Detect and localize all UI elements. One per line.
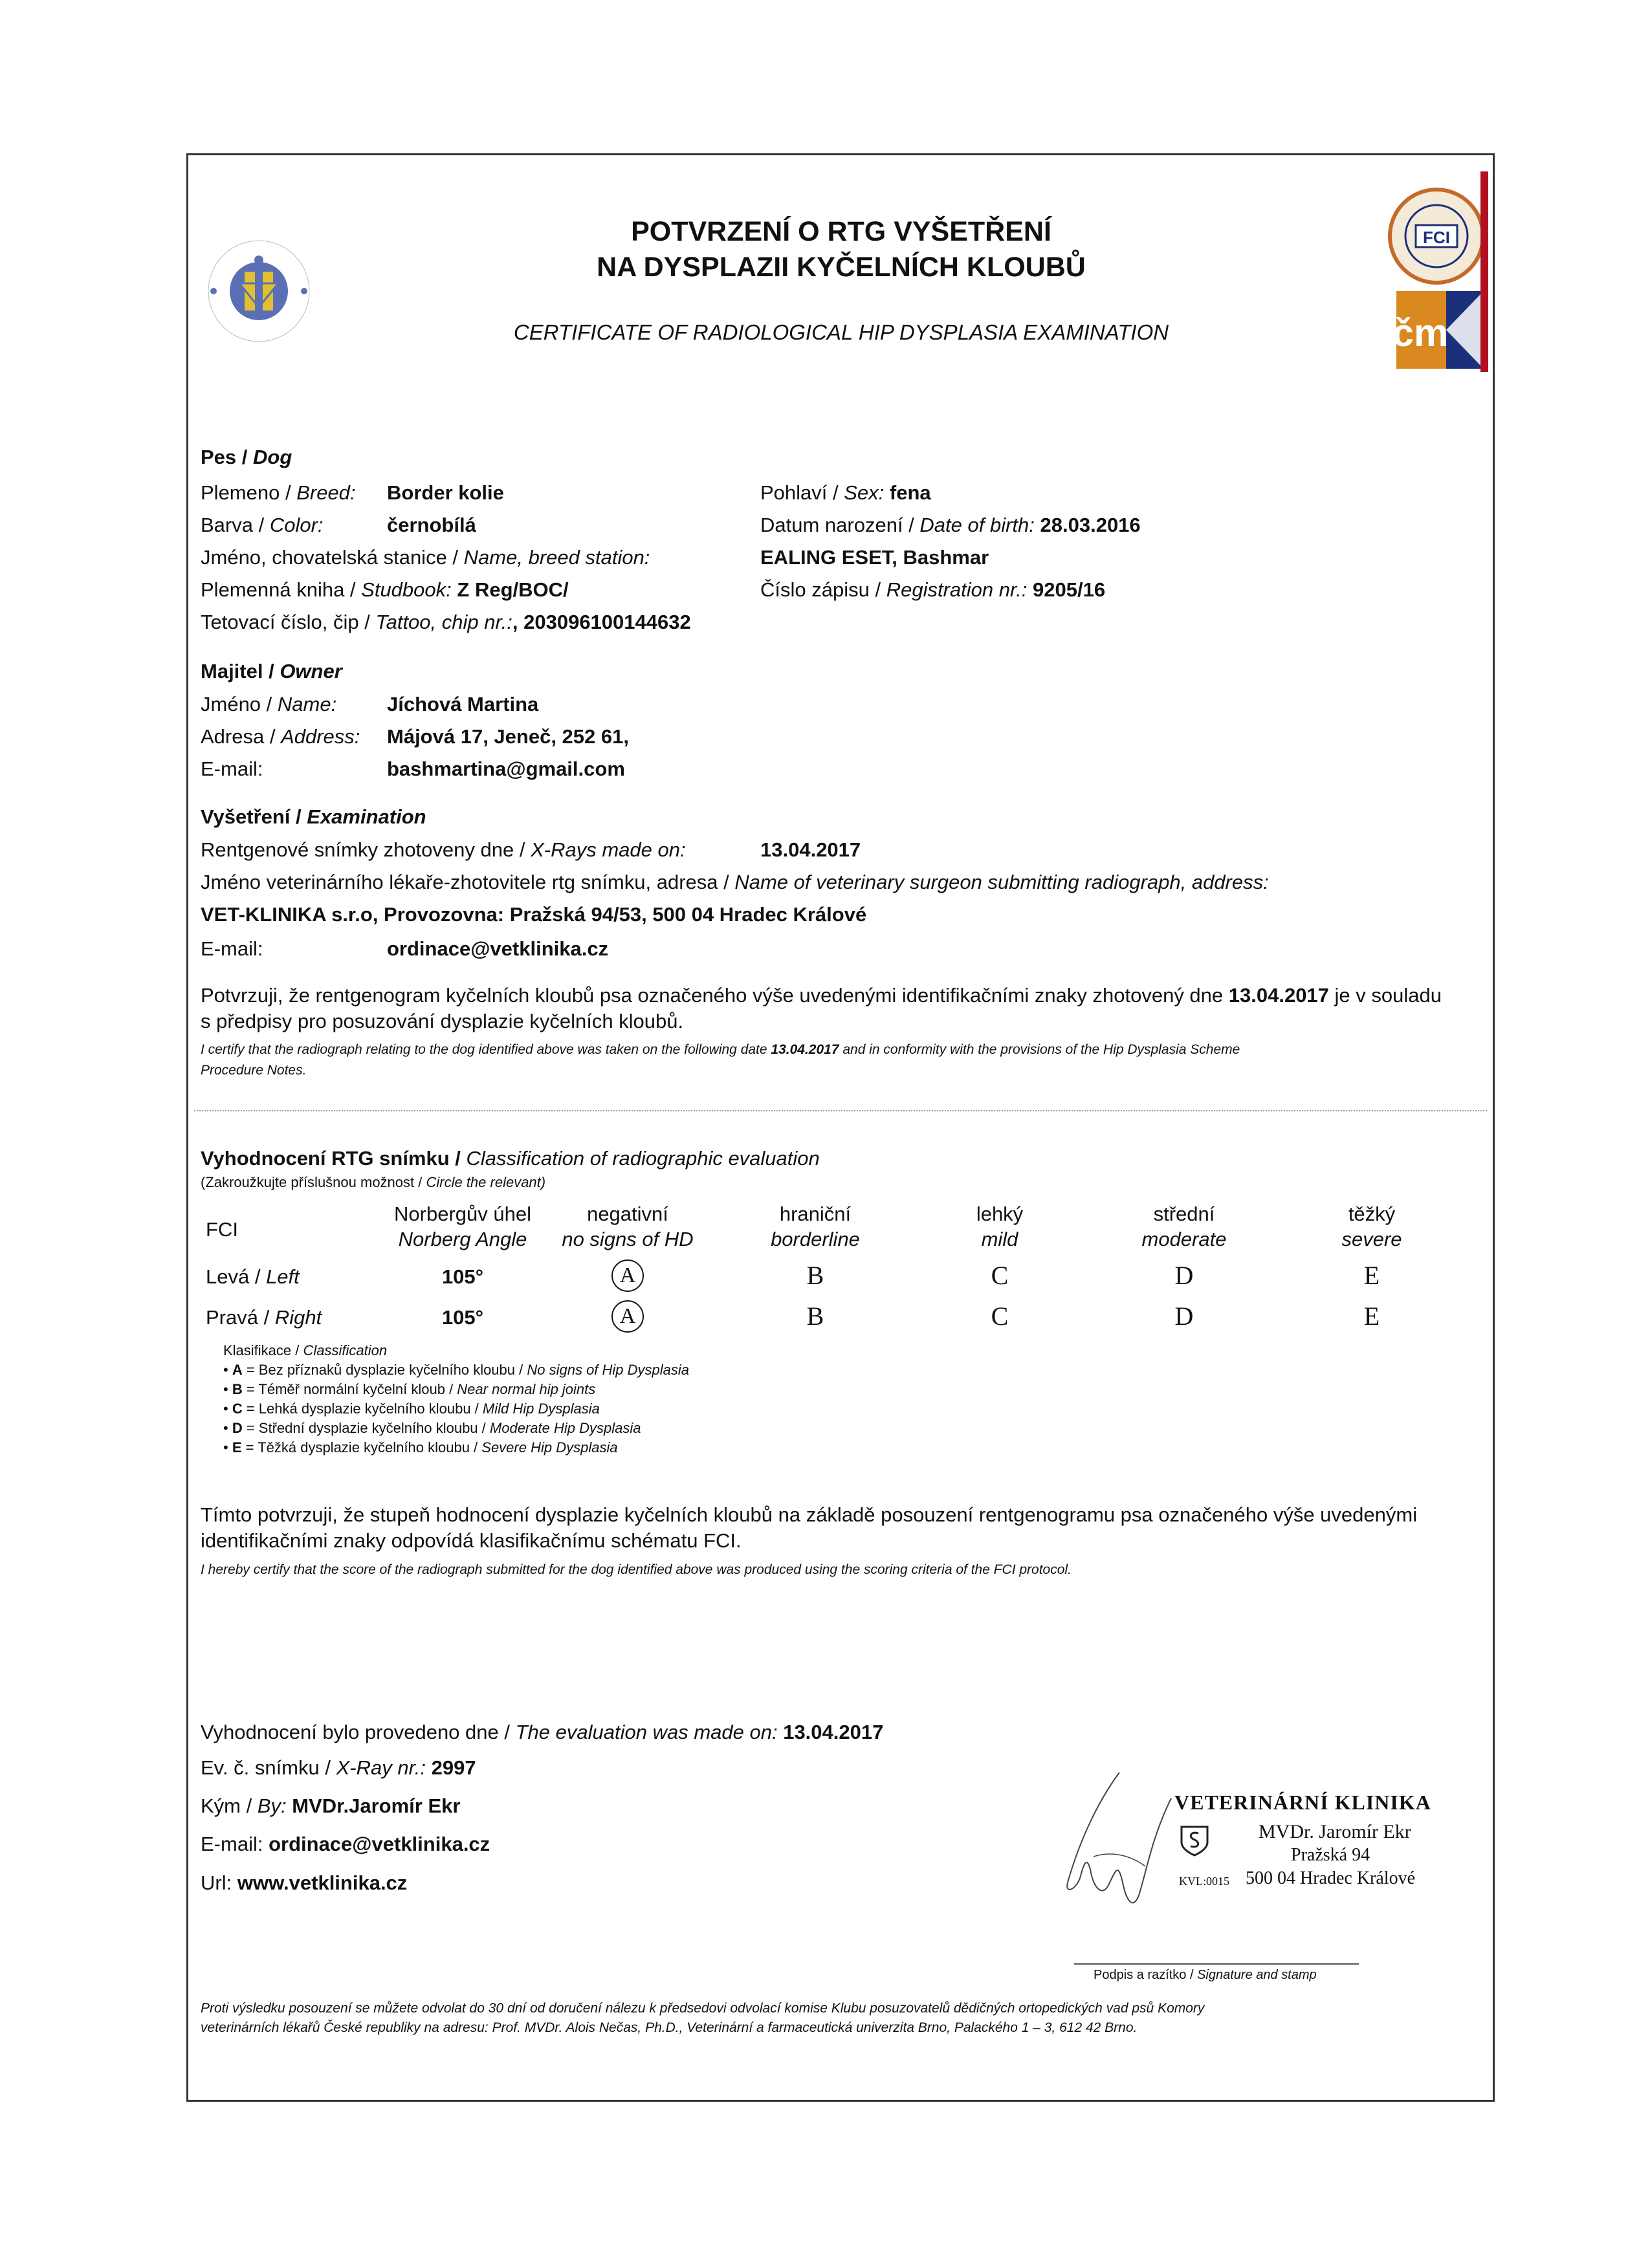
stamp-kvl: KVL:0015 [1179, 1875, 1229, 1888]
title-line-2: NA DYSPLAZII KYČELNÍCH KLOUBŮ [597, 252, 1086, 283]
signature-icon [1042, 1760, 1191, 1928]
footer-email-row: E-mail: ordinace@vetklinika.cz [201, 1833, 490, 1855]
col-negative-en: no signs of HD [562, 1228, 694, 1250]
stamp-vet-name: MVDr. Jaromír Ekr [1259, 1821, 1411, 1842]
col-mild-cz: lehký [976, 1203, 1024, 1225]
fci-cmku-logo-icon [1385, 168, 1498, 375]
xray-date-value: 13.04.2017 [760, 838, 861, 861]
right-angle-value: 105° [441, 1306, 484, 1329]
left-grade-c: C [991, 1261, 1009, 1290]
col-borderline-en: borderline [771, 1228, 860, 1250]
right-grade-e: E [1363, 1302, 1380, 1331]
breed-value: Border kolie [387, 481, 504, 504]
evaluation-confirm-cz-1: Tímto potvrzuji, že stupeň hodnocení dysplazie kyčelních kloubů na základě posouzení rentgenogramu psa označeného výše uvedenými [201, 1503, 1418, 1526]
fci-logo-text: FCI [1423, 228, 1450, 247]
signature-label: Podpis a razítko / Signature and stamp [1094, 1968, 1317, 1982]
exam-confirm-en-2: Procedure Notes. [201, 1063, 307, 1078]
appeal-notice-1: Proti výsledku posouzení se můžete odvolat do 30 dní od doručení nálezu k předsedovi odvolací komise Klubu posuzovatelů dědičných ortopedických vad psů Komory [201, 2001, 1205, 2016]
exam-confirm-cz-1: Potvrzuji, že rentgenogram kyčelních kloubů psa označeného výše uvedenými identifikačními znaky zhotovený dne 13.04.2017 je v souladu [201, 984, 1442, 1007]
exam-confirm-en-1: I certify that the radiograph relating to the dog identified above was taken on the following date 13.04.2017 and in conformity with the provisions of the Hip Dysplasia Scheme [201, 1042, 1240, 1057]
vet-value: VET-KLINIKA s.r.o, Provozovna: Pražská 94/53, 500 04 Hradec Králové [201, 903, 867, 926]
sex-row: Pohlaví / Sex: fena [760, 481, 931, 504]
left-grade-d: D [1174, 1261, 1194, 1290]
exam-email-label: E-mail: [201, 937, 263, 960]
owner-email-label: E-mail: [201, 758, 263, 780]
left-grade-a: A [602, 1258, 654, 1292]
evaluation-date-row: Vyhodnocení bylo provedeno dne / The evaluation was made on: 13.04.2017 [201, 1721, 884, 1743]
norberg-angle-en: Norberg Angle [398, 1228, 527, 1250]
evaluation-section-title: Vyhodnocení RTG snímku / Classification of radiographic evaluation [201, 1147, 820, 1170]
club-logo-icon [194, 226, 324, 356]
legend-item: • D = Střední dysplazie kyčelního kloubu / Moderate Hip Dysplasia [223, 1420, 641, 1436]
col-severe-en: severe [1341, 1228, 1402, 1250]
col-mild-en: mild [981, 1228, 1018, 1250]
left-grade-b: B [806, 1261, 824, 1290]
left-angle-value: 105° [441, 1265, 484, 1288]
stamp-emblem-icon [1179, 1824, 1210, 1857]
appeal-notice-2: veterinárních lékařů České republiky na adresu: Prof. MVDr. Alois Nečas, Ph.D., Veterinární a farmaceutická univerzita Brno, Palackého 1 – 3, 612 42 Brno. [201, 2020, 1138, 2035]
left-row-label: Levá / Left [206, 1265, 300, 1288]
color-value: černobílá [387, 514, 476, 536]
subtitle: CERTIFICATE OF RADIOLOGICAL HIP DYSPLASIA EXAMINATION [513, 320, 1169, 344]
xray-date-label: Rentgenové snímky zhotoveny dne / X-Rays made on: [201, 838, 686, 861]
owner-email-value: bashmartina@gmail.com [387, 758, 625, 780]
section-divider [194, 1110, 1487, 1111]
exam-section-title: Vyšetření / Examination [201, 805, 426, 828]
owner-address-label: Adresa / Address: [201, 725, 360, 748]
owner-name-value: Jíchová Martina [387, 693, 539, 715]
evaluation-confirm-en: I hereby certify that the score of the radiograph submitted for the dog identified above was produced using the scoring criteria of the FCI protocol. [201, 1562, 1072, 1577]
owner-name-label: Jméno / Name: [201, 693, 337, 715]
right-grade-d: D [1174, 1302, 1194, 1331]
col-moderate-en: moderate [1141, 1228, 1227, 1250]
tattoo-row: Tetovací číslo, čip / Tattoo, chip nr.:, 203096100144632 [201, 611, 691, 633]
legend-item: • A = Bez příznaků dysplazie kyčelního kloubu / No signs of Hip Dysplasia [223, 1362, 690, 1378]
stamp-title: VETERINÁRNÍ KLINIKA [1174, 1791, 1431, 1814]
stamp-street: Pražská 94 [1291, 1845, 1370, 1865]
xray-nr-row: Ev. č. snímku / X-Ray nr.: 2997 [201, 1756, 476, 1779]
right-grade-b: B [806, 1302, 824, 1331]
signature-line [1074, 1963, 1359, 1965]
dob-row: Datum narození / Date of birth: 28.03.2016 [760, 514, 1141, 536]
vet-label: Jméno veterinárního lékaře-zhotovitele rtg snímku, adresa / Name of veterinary surgeon submitting radiograph, address: [201, 871, 1269, 893]
studbook-row: Plemenná kniha / Studbook: Z Reg/BOC/ [201, 578, 569, 601]
fci-label: FCI [206, 1218, 238, 1241]
reg-row: Číslo zápisu / Registration nr.: 9205/16 [760, 578, 1106, 601]
col-borderline-cz: hraniční [779, 1203, 852, 1225]
legend-item: • B = Téměř normální kyčelní kloub / Near normal hip joints [223, 1381, 596, 1397]
exam-email-value: ordinace@vetklinika.cz [387, 937, 609, 960]
left-grade-e: E [1363, 1261, 1380, 1290]
owner-address-value: Májová 17, Jeneč, 252 61, [387, 725, 629, 748]
legend-item: • C = Lehká dysplazie kyčelního kloubu / Mild Hip Dysplasia [223, 1401, 600, 1417]
col-moderate-cz: střední [1153, 1203, 1215, 1225]
right-grade-a: A [602, 1299, 654, 1333]
right-grade-c: C [991, 1302, 1009, 1331]
legend-title: Klasifikace / Classification [223, 1342, 388, 1358]
col-negative-cz: negativní [587, 1203, 668, 1225]
breed-label: Plemeno / Breed: [201, 481, 356, 504]
dog-section-title: Pes / Dog [201, 446, 292, 468]
col-severe-cz: těžký [1348, 1203, 1396, 1225]
evaluation-hint: (Zakroužkujte příslušnou možnost / Circle the relevant) [201, 1174, 546, 1190]
legend-item: • E = Těžká dysplazie kyčelního kloubu / Severe Hip Dysplasia [223, 1439, 618, 1456]
norberg-angle-cz: Norbergův úhel [394, 1203, 531, 1225]
right-row-label: Pravá / Right [206, 1306, 322, 1329]
evaluator-row: Kým / By: MVDr.Jaromír Ekr [201, 1794, 461, 1817]
exam-confirm-cz-2: s předpisy pro posuzování dysplazie kyčelních kloubů. [201, 1010, 684, 1032]
cmku-logo-text: čm [1392, 311, 1449, 354]
evaluation-confirm-cz-2: identifikačními znaky odpovídá klasifikačnímu schématu FCI. [201, 1529, 742, 1552]
name-label: Jméno, chovatelská stanice / Name, breed station: [201, 546, 650, 569]
dog-name-value: EALING ESET, Bashmar [760, 546, 989, 569]
footer-url-row: Url: www.vetklinika.cz [201, 1871, 408, 1894]
owner-section-title: Majitel / Owner [201, 660, 342, 682]
color-label: Barva / Color: [201, 514, 324, 536]
stamp-city: 500 04 Hradec Králové [1246, 1868, 1416, 1888]
title-line-1: POTVRZENÍ O RTG VYŠETŘENÍ [631, 216, 1051, 247]
